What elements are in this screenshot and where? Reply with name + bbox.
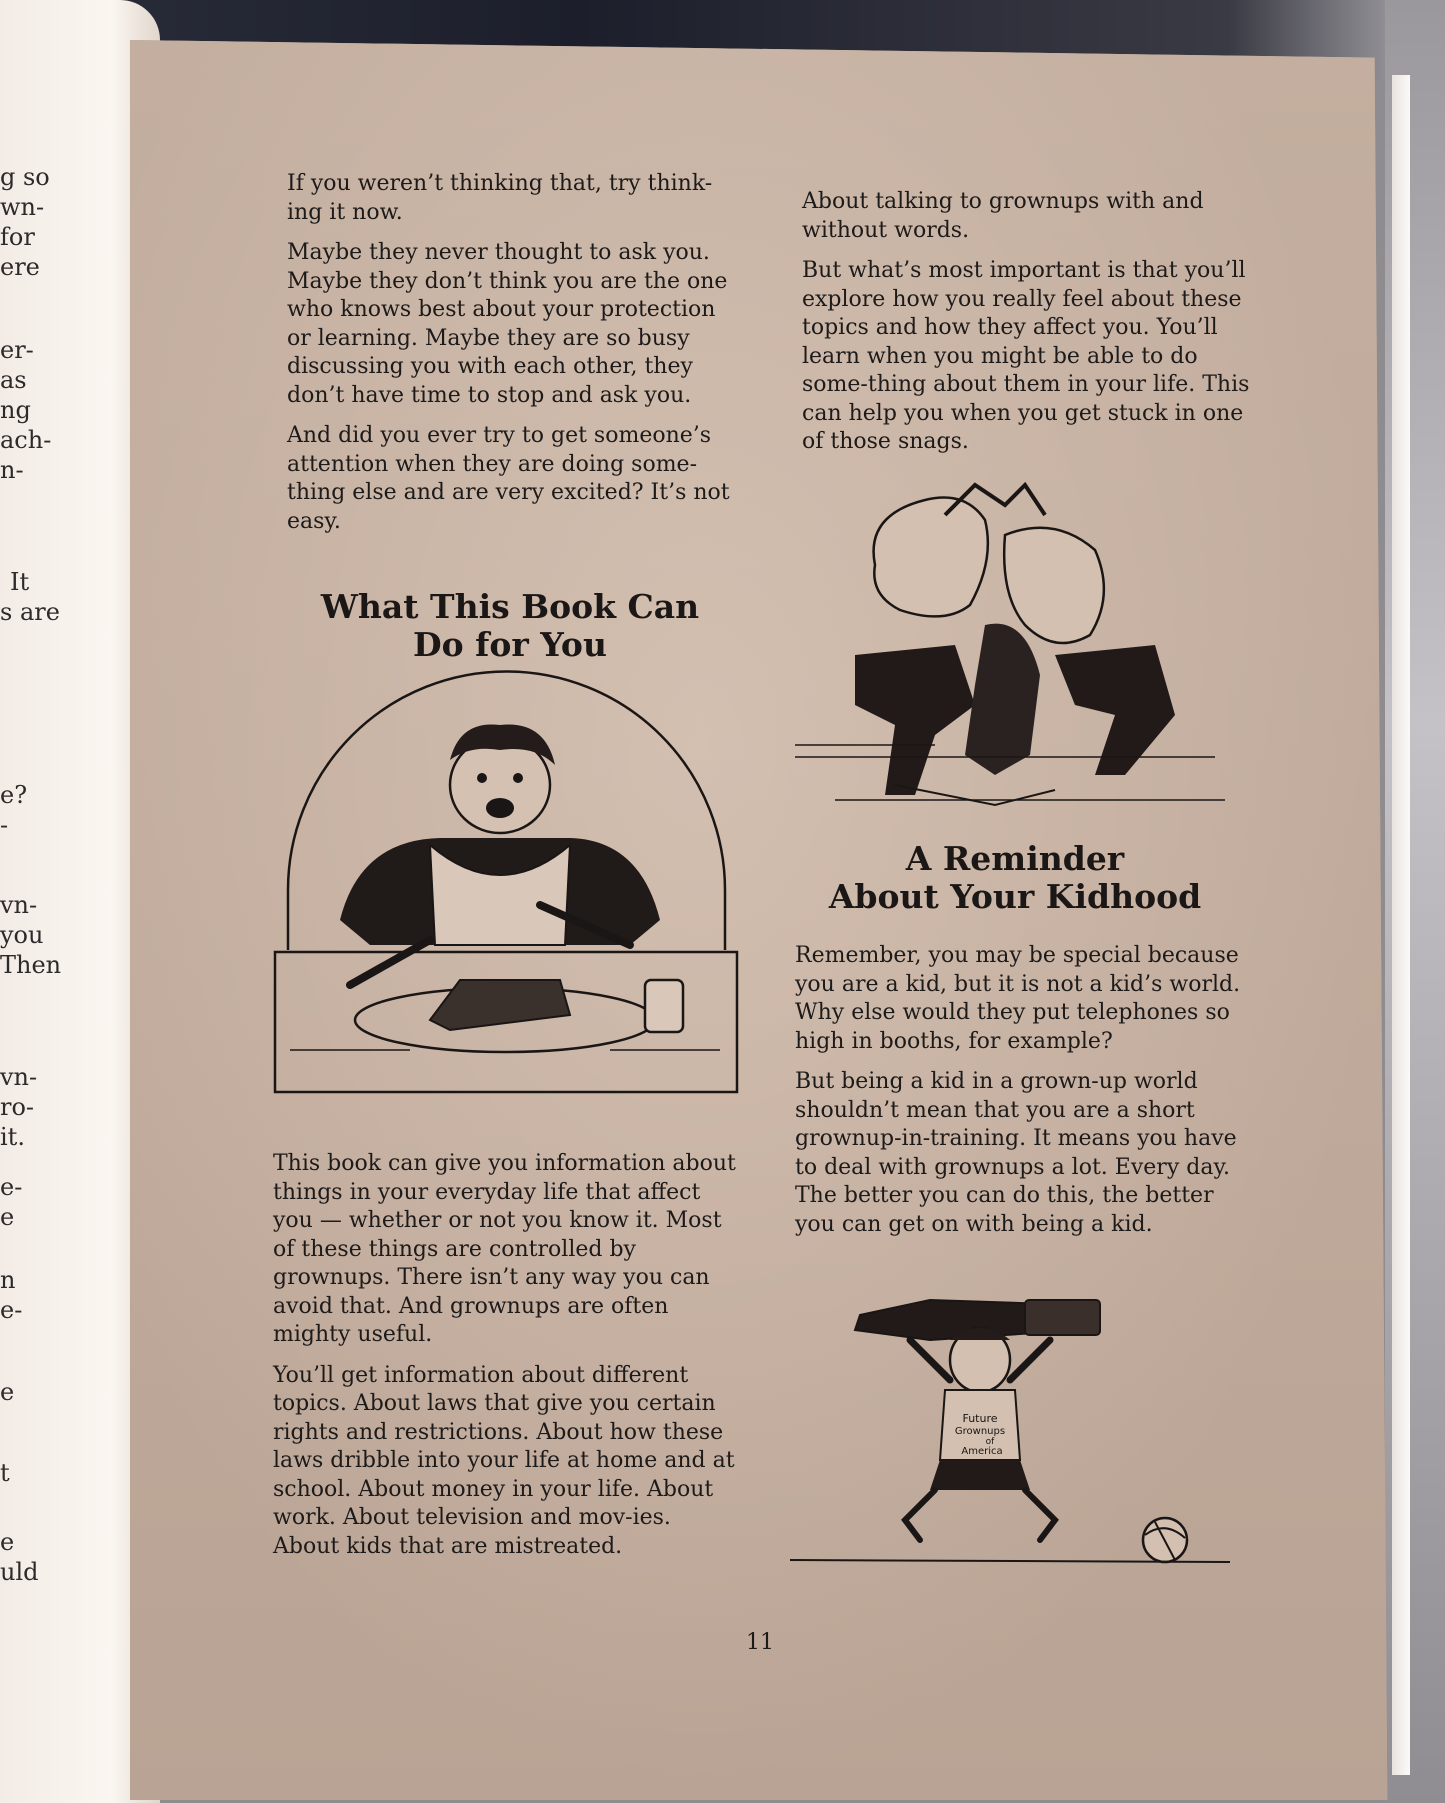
left-fragment: er- <box>0 336 34 364</box>
left-fragment: e- <box>0 1296 23 1324</box>
left-fragment: t <box>0 1459 10 1487</box>
paragraph: But being a kid in a grown-up world shouldn’t mean that you are a short grownup-in-training. It means you have to deal with grownups a lot. Every day. The better you can do this, the better you can get on with being a kid. <box>795 1069 1237 1237</box>
arguing-grownups-illustration <box>795 475 1245 815</box>
paragraph: You’ll get information about different topics. About laws that give you certain rights and restrictions. About how these laws dribble into your life at home and at school. About money in your life. About work. About television and mov-ies. About kids that are mistreated. <box>273 1362 735 1559</box>
left-fragment: ro- <box>0 1093 35 1121</box>
left-fragment: for <box>0 223 35 251</box>
left-fragment: n <box>0 1266 16 1294</box>
shirt-text: of <box>985 1437 995 1447</box>
left-fragment: Then <box>0 951 62 979</box>
left-fragment: e <box>0 1203 15 1231</box>
paragraph: Maybe they never thought to ask you. Maybe they don’t think you are the one who knows best about your protection or learning. Maybe they are so busy discussing you with each other, they don’t have time to stop and ask you. <box>287 240 728 408</box>
heading-line: Do for You <box>413 625 607 664</box>
left-fragment: ng <box>0 396 31 424</box>
page-number: 11 <box>746 1630 774 1655</box>
left-fragment: vn- <box>0 891 38 919</box>
section-heading <box>815 840 1215 916</box>
paragraph: And did you ever try to get someone’s attention when they are doing some-thing else and are very excited? It’s not easy. <box>287 423 730 534</box>
left-fragment: you <box>0 921 44 949</box>
paragraph: But what’s most important is that you’ll explore how you really feel about these topics and how they affect you. You’ll learn when you might be able to do some-thing about them in your life. This can help you when you get stuck in one of those snags. <box>802 258 1250 454</box>
paragraph: About talking to grownups with and without words. <box>802 189 1204 243</box>
left-fragment: s are <box>0 598 60 626</box>
left-fragment: vn- <box>0 1063 38 1091</box>
left-fragment: It <box>10 568 30 596</box>
section-heading <box>300 588 720 664</box>
left-fragment: e <box>0 1528 15 1556</box>
left-fragment: e- <box>0 1173 23 1201</box>
left-fragment: ach- <box>0 426 52 454</box>
left-column-bottom <box>273 1150 743 1573</box>
right-column-top <box>802 188 1267 469</box>
left-fragment: ere <box>0 253 40 281</box>
right-column-bottom <box>795 942 1260 1251</box>
left-fragment: uld <box>0 1558 39 1586</box>
heading-line: What This Book Can <box>320 587 700 626</box>
paragraph: This book can give you information about things in your everyday life that affect you — whether or not you know it. Most of these things are controlled by grownups. There isn’t any way you can avoid that. And grownups are often mighty useful. <box>273 1151 736 1347</box>
left-fragment: it. <box>0 1123 25 1151</box>
shirt-text: Future <box>962 1412 998 1425</box>
shirt-text: America <box>961 1446 1003 1457</box>
kid-with-telephone-illustration <box>790 1270 1230 1580</box>
heading-line: About Your Kidhood <box>828 877 1202 916</box>
eating-man-illustration <box>270 690 740 1100</box>
left-fragment: e? <box>0 781 28 809</box>
left-fragment: as <box>0 366 27 394</box>
left-column-top <box>287 170 737 548</box>
left-fragment: wn- <box>0 193 45 221</box>
shirt-text: Grownups <box>954 1426 1006 1437</box>
paragraph: Remember, you may be special because you are a kid, but it is not a kid’s world. Why else would they put telephones so high in booths, for example? <box>795 943 1241 1054</box>
left-fragment: n- <box>0 456 24 484</box>
paragraph: If you weren’t thinking that, try think-ing it now. <box>287 171 713 225</box>
heading-line: A Reminder <box>905 839 1125 878</box>
left-fragment: - <box>0 811 9 839</box>
left-fragment: g so <box>0 163 50 191</box>
page-edge <box>1392 75 1410 1775</box>
left-fragment: e <box>0 1378 15 1406</box>
